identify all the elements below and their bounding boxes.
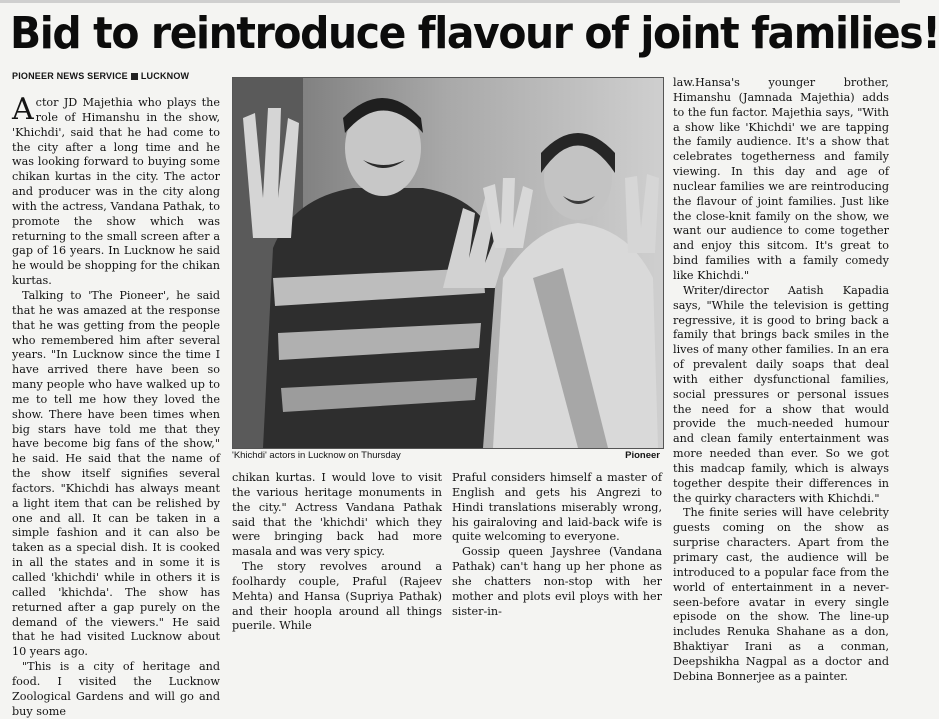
byline	[12, 71, 189, 85]
paragraph: "This is a city of heritage and food. I visited the Lucknow Zoological Gardens and will go and buy some	[12, 660, 220, 718]
photo-illustration	[233, 78, 663, 448]
paragraph: Talking to 'The Pioneer', he said that he was amazed at the response that he was getting from the people who remembered him after several years. "In Lucknow since the time I have arrived there have been so many people who have walked up to me to tell me how they loved the show. There have been times when big stars have told me that they have become big fans of the show," he said. He said that the name of the show itself signifies several factors. "Khichdi has always meant a light item that can be relished by one and all. It can be taken in a simple fashion and it can also be taken as a special dish. It is cooked in all the states and in some it is called 'khichdi' while in others it is called 'khichda'. The show has returned after a gap purely on the demand of the viewers." He said that he had visited Lucknow about 10 years ago.	[12, 288, 220, 659]
paragraph: The story revolves around a foolhardy couple, Praful (Rajeev Mehta) and Hansa (Supriya Pathak) and their hoopla around all things puerile. While	[232, 560, 442, 633]
paragraph: The finite series will have celebrity guests coming on the show as surprise characters. Apart from the primary cast, the audience will be introduced to a popular face from the world of entertainment in a never-seen-before avatar in every single episode on the show. The line-up includes Renuka Shahane as a don, Bhaktiyar Irani as a conman, Deepshikha Nagpal as a doctor and Debina Bonnerjee as a painter.	[673, 506, 889, 683]
article-column-1	[12, 92, 220, 718]
paragraph: law.Hansa's younger brother, Himanshu (Jamnada Majethia) adds to the fun factor. Majethia says, "With a show like 'Khichdi' we are tapping the family audience. It's a show that celebrates togetherness and family viewing. In this day and age of nuclear families we are reintroducing the flavour of joint families. Just like the close-knit family on the show, we want our audience to come together and enjoy this sitcom. It's great to bind families with a family comedy like Khichdi."	[673, 76, 889, 282]
headline: Bid to reintroduce flavour of joint families!	[10, 8, 939, 59]
paragraph: Praful considers himself a master of English and gets his Angrezi to Hindi translations miserably wrong, his gairaloving and laid-back wife is quite welcoming to everyone.	[452, 471, 662, 544]
byline-location: LUCKNOW	[140, 71, 190, 81]
byline-separator-icon	[131, 73, 138, 80]
paragraph: Writer/director Aatish Kapadia says, "While the television is getting regressive, it is good to bring back a family that brings back smiles in the lives of many other families. In an era of prevalent daily soaps that deal with either dysfunctional families, social pressures or personal issues the need for a show that would provide the much-needed humour and clean family entertainment was more needed than ever. So we got this madcap family, which is always together despite their differences in the quirky characters with Khichdi."	[673, 283, 889, 505]
byline-service: PIONEER NEWS SERVICE	[12, 71, 128, 81]
photo-caption: 'Khichdi' actors in Lucknow on Thursday	[232, 450, 401, 461]
article-column-2	[232, 471, 442, 633]
woman-figure	[483, 133, 659, 448]
paragraph: Gossip queen Jayshree (Vandana Pathak) can't hang up her phone as she chatters non-stop with her mother and plots evil ploys with her sister-in-	[452, 545, 662, 618]
photo-credit: Pioneer	[625, 450, 660, 461]
paragraph	[12, 92, 220, 289]
article-column-4	[673, 76, 889, 683]
drop-cap: A	[12, 92, 34, 127]
top-border	[0, 0, 900, 3]
photo-caption-row	[232, 448, 662, 463]
article-column-3	[452, 471, 662, 618]
paragraph-text: ctor JD Majethia who plays the role of Himanshu in the show, 'Khichdi', said that he had come to the city after a long time and he was looking forward to buying some chikan kurtas in the city. The actor and producer was in the city along with the actress, Vandana Pathak, to promote the show which was returning to the small screen after a gap of 16 years. In Lucknow he said he would be shopping for the chikan kurtas.	[12, 96, 220, 288]
paragraph: chikan kurtas. I would love to visit the various heritage monuments in the city." Actress Vandana Pathak said that the 'khichdi' which they were bringing back had more masala and was very spicy.	[232, 471, 442, 559]
photo-actors	[232, 77, 664, 449]
